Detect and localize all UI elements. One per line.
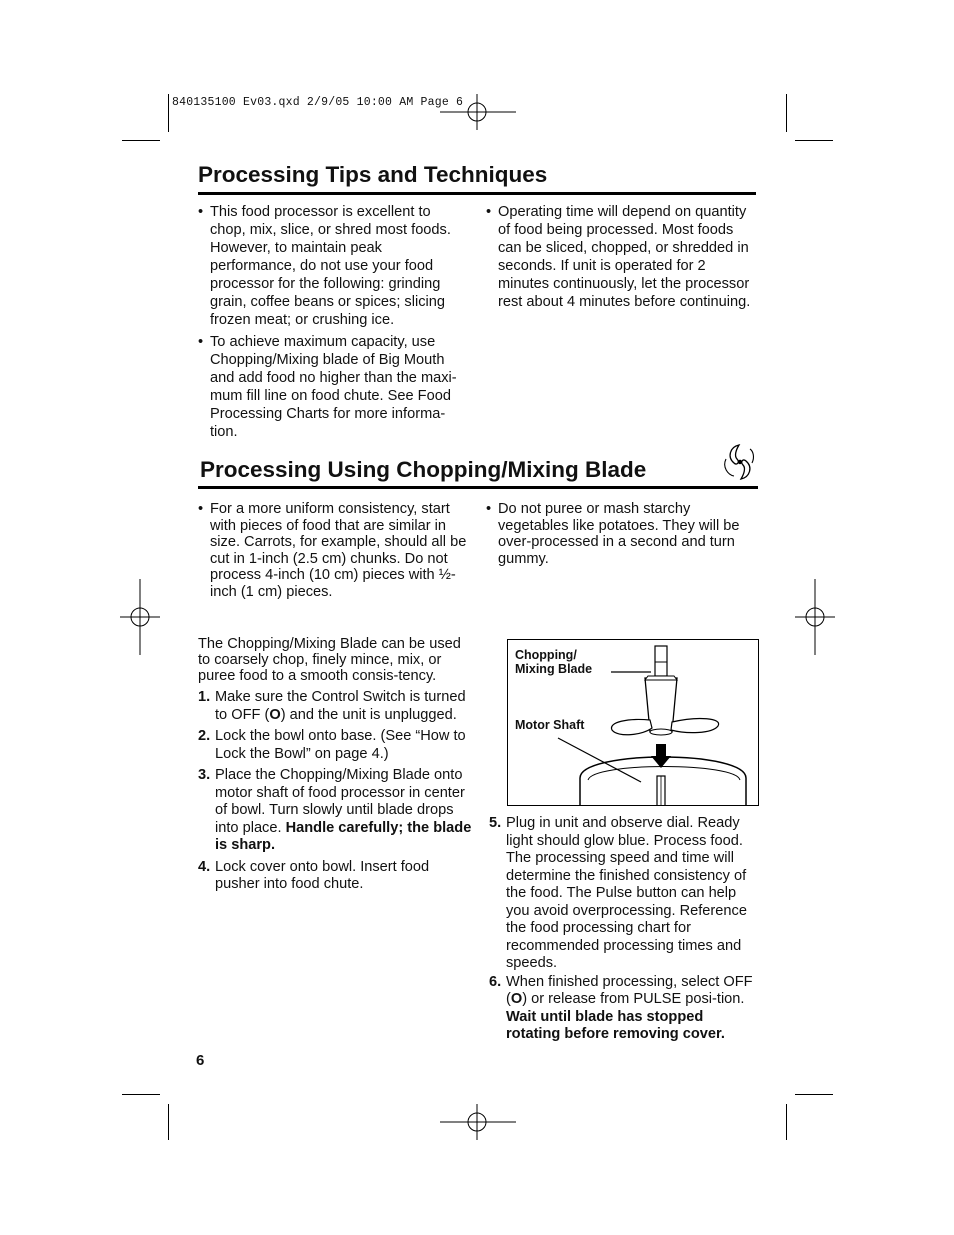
intro-paragraph: The Chopping/Mixing Blade can be used to coarsely chop, finely mince, mix, or puree food to a smooth consis-tency.	[198, 636, 461, 684]
label-chopping-blade: Chopping/ Mixing Blade	[515, 648, 593, 676]
step-3: 3. Place the Chopping/Mixing Blade onto motor shaft of food processor in center of bowl. Turn slowly until blade drops into place. Handle carefully; the blade is sharp.	[198, 767, 472, 853]
step-2: 2. Lock the bowl onto base. (See “How to Lock the Bowl” on page 4.)	[198, 728, 466, 762]
registration-mark-bottom-icon	[440, 1104, 516, 1140]
page-number: 6	[196, 1052, 205, 1069]
list-item: • Operating time will depend on quantity of food being processed. Most foods can be sliced, chopped, or shredded in seconds. If unit is operated for 2 minutes continuously, let the processor rest about 4 minutes before continuing.	[486, 203, 758, 311]
chopping-right-bullets	[486, 501, 751, 571]
step-1: 1. Make sure the Control Switch is turned to OFF (O) and the unit is unplugged.	[198, 689, 466, 723]
list-item: • For a more uniform consistency, start with pieces of food that are similar in size. Carrots, for example, should all be cut in 1-inch (2.5 cm) chunks. Do not process 4-inch (10 cm) pieces with ½-inch (1 cm) pieces.	[198, 501, 470, 600]
list-item: • This food processor is excellent to chop, mix, slice, or shred most foods. However, to maintain peak performance, do not use your food processor for the following: grinding grain, coffee beans or spices; slicing frozen meat; or crushing ice.	[198, 203, 470, 329]
step-6: 6. When finished processing, select OFF (O) or release from PULSE posi-tion. Wait until blade has stopped rotating before removing cover.	[489, 973, 753, 1042]
list-item: • To achieve maximum capacity, use Chopping/Mixing blade of Big Mouth and add food no higher than the maxi-mum fill line on food chute. See Food Processing Charts for more informa-tion.	[198, 333, 470, 441]
list-item: • Do not puree or mash starchy vegetables like potatoes. They will be over-processed in a second and turn gummy.	[486, 501, 751, 567]
step-4: 4. Lock cover onto bowl. Insert food pusher into food chute.	[198, 858, 430, 892]
tips-right-column	[486, 203, 758, 315]
chopping-blade-icon	[720, 441, 758, 483]
section-title-tips: Processing Tips and Techniques	[198, 162, 548, 187]
registration-mark-right-icon	[795, 579, 835, 655]
step-5: 5. Plug in unit and observe dial. Ready light should glow blue. Process food. The processing speed and time will determine the finished consistency of the food. The Pulse button can help you avoid overprocessing. Reference the food processing chart for recommended processing times and speeds.	[489, 815, 747, 971]
label-motor-shaft: Motor Shaft	[515, 718, 585, 732]
blade-diagram	[507, 639, 759, 806]
printer-slug: 840135100 Ev03.qxd 2/9/05 10:00 AM Page 6	[172, 96, 464, 109]
section-title-chopping: Processing Using Chopping/Mixing Blade	[200, 457, 647, 482]
instructions-left-column	[198, 636, 472, 898]
instructions-right-column	[489, 815, 759, 1048]
tips-left-column	[198, 203, 470, 445]
registration-mark-top-icon	[440, 94, 516, 130]
title-rule	[198, 486, 758, 489]
chopping-left-bullets	[198, 501, 470, 604]
title-rule	[198, 192, 756, 195]
registration-mark-left-icon	[120, 579, 160, 655]
